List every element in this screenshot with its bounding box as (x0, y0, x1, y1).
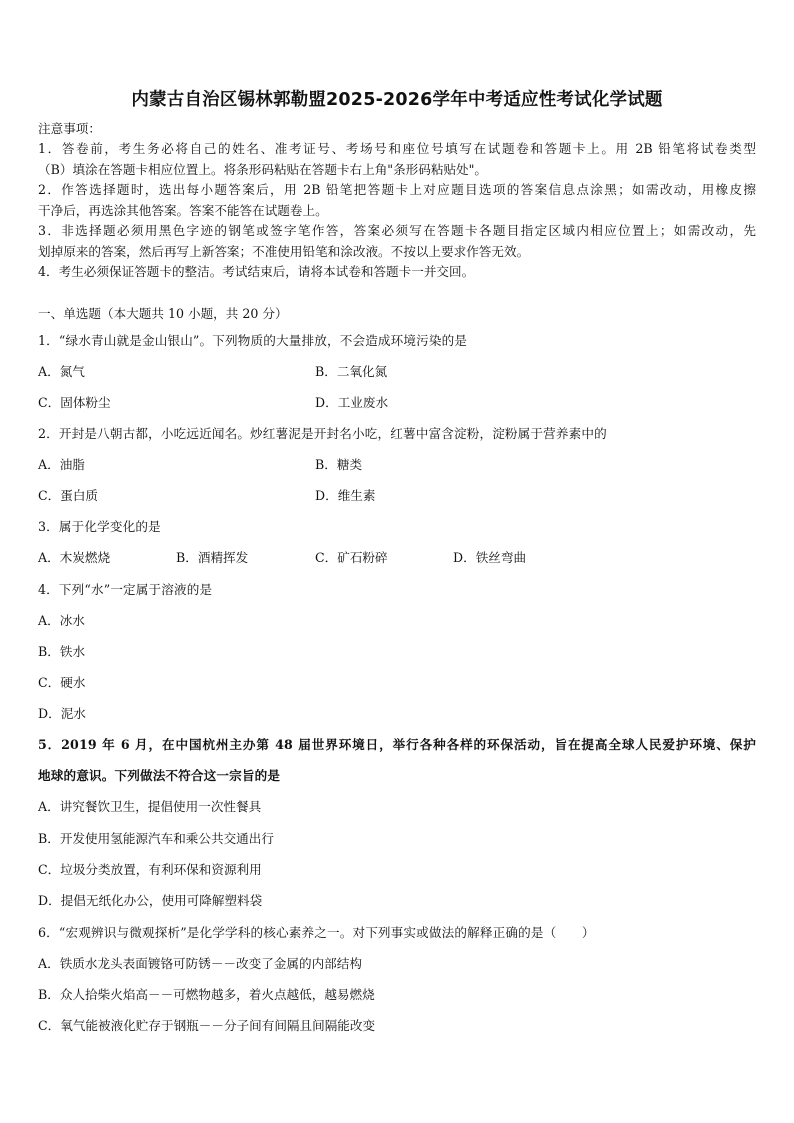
question-option: B．糖类 (315, 457, 363, 472)
question-option: C．硬水 (38, 675, 86, 690)
question-option: B．二氧化氮 (315, 364, 388, 379)
question-stem: 3．属于化学变化的是 (38, 519, 161, 534)
question-option: D．泥水 (38, 706, 86, 721)
question-option: C．固体粉尘 (38, 395, 111, 410)
notice-line: 划掉原来的答案，然后再写上新答案；不准使用铅笔和涂改液。不按以上要求作答无效。 (38, 244, 530, 259)
notice-line: （B）填涂在答题卡相应位置上。将条形码粘贴在答题卡右上角"条形码粘贴处"。 (38, 162, 488, 177)
notice-line: 1．答卷前，考生务必将自己的姓名、准考证号、考场号和座位号填写在试题卷和答题卡上。用 2B 铅笔将试卷类型 (38, 141, 756, 156)
question-stem: 4．下列“水”一定属于溶液的是 (38, 582, 213, 597)
question-option: D．工业废水 (315, 395, 389, 410)
question-option: C．垃圾分类放置，有利环保和资源利用 (38, 862, 262, 877)
question-stem: 2．开封是八朝古都，小吃远近闻名。炒红薯泥是开封名小吃，红薯中富含淀粉，淀粉属于营养素中的 (38, 426, 607, 441)
question-option: C．矿石粉碎 (315, 550, 388, 565)
question-stem: 地球的意识。下列做法不符合这一宗旨的是 (38, 768, 281, 783)
question-stem: 5．2019 年 6 月，在中国杭州主办第 48 届世界环境日，举行各种各样的环保活动，旨在提高全球人民爱护环境、保护 (38, 737, 756, 752)
question-stem: 6．“宏观辨识与微观探析”是化学学科的核心素养之一。对下列事实或做法的解释正确的是（ ） (38, 925, 595, 940)
question-option: D．铁丝弯曲 (453, 550, 527, 565)
section-heading: 一、单选题（本大题共 10 小题，共 20 分） (38, 306, 288, 321)
notice-line: 3．非选择题必须用黑色字迹的钢笔或签字笔作答，答案必须写在答题卡各题目指定区域内相应位置上；如需改动，先 (38, 223, 756, 238)
question-option: C．蛋白质 (38, 488, 99, 503)
notice-line: 干净后，再选涂其他答案。答案不能答在试题卷上。 (38, 203, 328, 218)
question-option: B．开发使用氢能源汽车和乘公共交通出行 (38, 831, 274, 846)
question-option: B．众人拾柴火焰高－－可燃物越多，着火点越低，越易燃烧 (38, 987, 375, 1002)
question-option: A．冰水 (38, 613, 85, 628)
notice-line: 4．考生必须保证答题卡的整洁。考试结束后，请将本试卷和答题卡一并交回。 (38, 264, 475, 279)
question-option: B．酒精挥发 (176, 550, 249, 565)
question-option: D．提倡无纸化办公，使用可降解塑料袋 (38, 893, 263, 908)
question-option: D．维生素 (315, 488, 376, 503)
question-option: B．铁水 (38, 644, 86, 659)
notice-heading: 注意事项： (38, 121, 101, 136)
question-stem: 1．“绿水青山就是金山银山”。下列物质的大量排放，不会造成环境污染的是 (38, 333, 468, 348)
question-option: A．铁质水龙头表面镀铬可防锈－－改变了金属的内部结构 (38, 956, 362, 971)
notice-line: 2．作答选择题时，选出每小题答案后，用 2B 铅笔把答题卡上对应题目选项的答案信息点涂黑；如需改动，用橡皮擦 (38, 182, 756, 197)
question-option: A．讲究餐饮卫生，提倡使用一次性餐具 (38, 799, 262, 814)
page-title: 内蒙古自治区锡林郭勒盟2025-2026学年中考适应性考试化学试题 (131, 90, 663, 110)
question-option: A．氮气 (38, 364, 85, 379)
question-option: A．木炭燃烧 (38, 550, 111, 565)
question-option: C．氧气能被液化贮存于钢瓶－－分子间有间隔且间隔能改变 (38, 1018, 376, 1033)
question-option: A．油脂 (38, 457, 85, 472)
